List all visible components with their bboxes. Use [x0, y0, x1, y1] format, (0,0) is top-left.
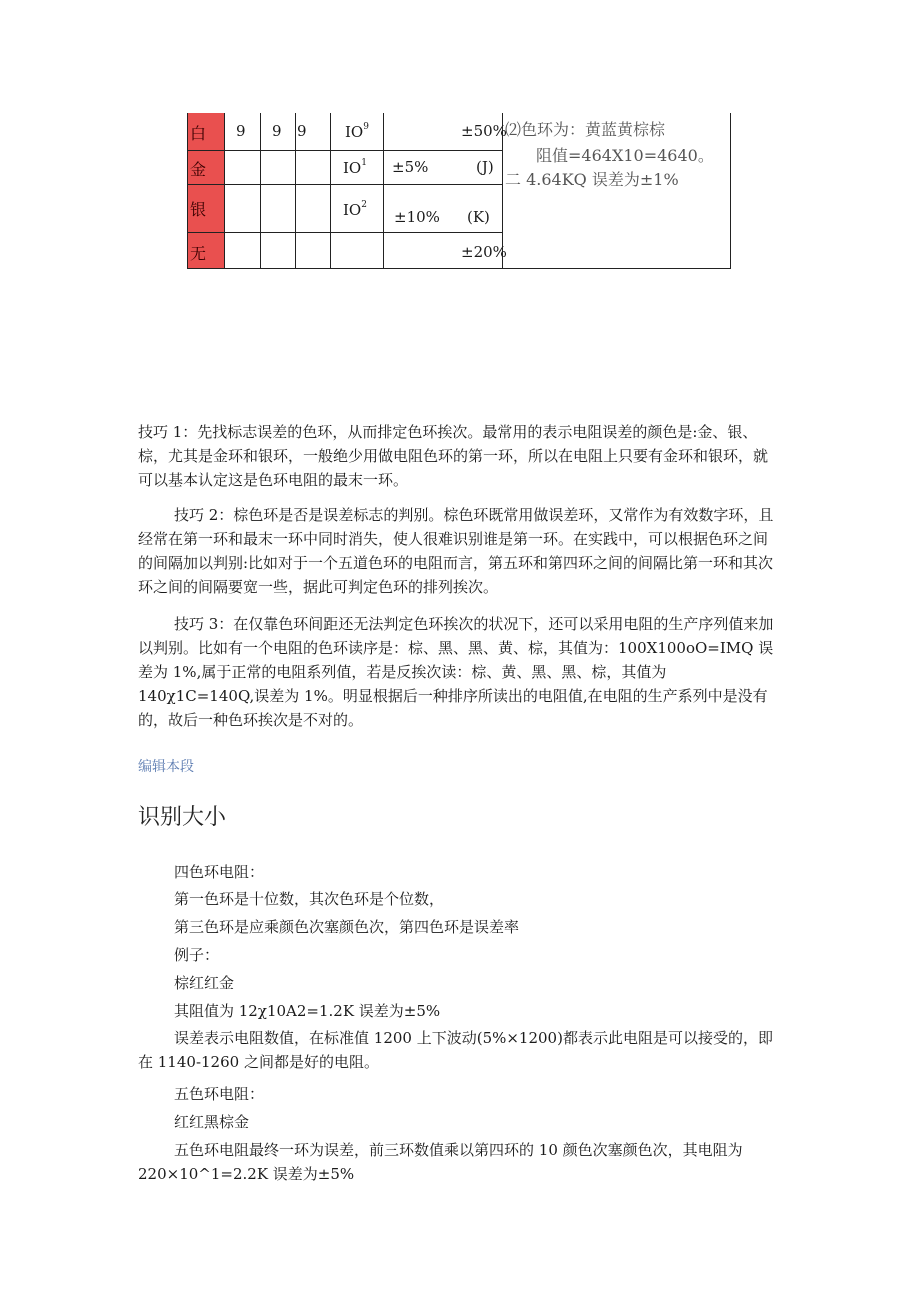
tolerance-code: (K): [467, 208, 490, 226]
example-label: 例子：: [174, 946, 220, 964]
four-band-title: 四色环电阻：: [174, 863, 265, 881]
digit-1: 9: [236, 122, 246, 140]
five-band-title: 五色环电阻：: [174, 1085, 265, 1103]
multiplier: $IO^9$: [345, 122, 369, 141]
multiplier: $IO^1$: [343, 158, 367, 177]
tolerance: ±20%: [461, 243, 507, 261]
example-note-line1: ⑵色环为：黄蓝黄棕棕: [505, 120, 666, 139]
digit-2: 9: [272, 122, 282, 140]
four-band-line-2: 第三色环是应乘颜色次塞颜色次，第四色环是误差率: [174, 918, 520, 936]
tip-2-paragraph: 技巧 2：棕色环是否是误差标志的判别。棕色环既常用做误差环，又常作为有效数字环，且经常在第一环和最末一环中同时消失，使人很难识别谁是第一环。在实践中，可以根据色环之间的间隔加以判别:比如对于一个五道色环的电阻而言，第五环和第四环之间的间隔比第一环和其次环之间的间隔要宽一些，据此可判定色环的排列挨次。: [138, 506, 774, 596]
color-name: 无: [190, 244, 207, 263]
tolerance: ±10%: [394, 208, 440, 226]
multiplier: $IO^2$: [343, 200, 367, 219]
tolerance-paragraph: 误差表示电阻数值，在标准值 1200 上下波动(5%×1200)都表示此电阻是可以接受的，即在 1140-1260 之间都是好的电阻。: [138, 1029, 773, 1071]
five-band-colors: 红红黑棕金: [174, 1113, 250, 1131]
tolerance: ±50%: [461, 122, 507, 140]
tolerance-code: (J): [476, 158, 494, 176]
four-band-line-1: 第一色环是十位数，其次色环是个位数，: [174, 890, 445, 908]
edit-section-link[interactable]: 编辑本段: [138, 759, 194, 775]
example-colors: 棕红红金: [174, 974, 235, 992]
digit-3: 9: [297, 122, 307, 140]
color-name: 金: [190, 160, 207, 179]
example-note-line3: 二 4.64KQ 误差为±1%: [505, 170, 679, 189]
tip-3-paragraph: 技巧 3：在仅靠色环间距还无法判定色环挨次的状况下，还可以采用电阻的生产序列值来加以判别。比如有一个电阻的色环读序是：棕、黑、黑、黄、棕，其值为：100X100oO=IMQ 误差为 1%,属于正常的电阻系列值，若是反挨次读：棕、黄、黑、黑、棕，其值为 140χ1C=140Q,误差为 1%。明显根据后一种排序所读出的电阻值,在电阻的生产系列中是没有的，故后一种色环挨次是不对的。: [138, 615, 774, 729]
color-name: 银: [190, 200, 207, 219]
tolerance: ±5%: [392, 158, 429, 176]
example-value: 其阻值为 12χ10A2=1.2K 误差为±5%: [174, 1002, 441, 1020]
tip-1-paragraph: 技巧 1：先找标志误差的色环，从而排定色环挨次。最常用的表示电阻误差的颜色是:金、银、棕，尤其是金环和银环，一般绝少用做电阻色环的第一环，所以在电阻上只要有金环和银环，就可以基本认定这是色环电阻的最末一环。: [138, 423, 769, 489]
color-name: 白: [190, 124, 207, 143]
example-note-line2: 阻值=464X10=4640。: [536, 146, 714, 165]
section-title: 识别大小: [138, 805, 227, 830]
five-band-paragraph: 五色环电阻最终一环为误差，前三环数值乘以第四环的 10 颜色次塞颜色次，其电阻为 220×10^1=2.2K 误差为±5%: [138, 1141, 743, 1183]
